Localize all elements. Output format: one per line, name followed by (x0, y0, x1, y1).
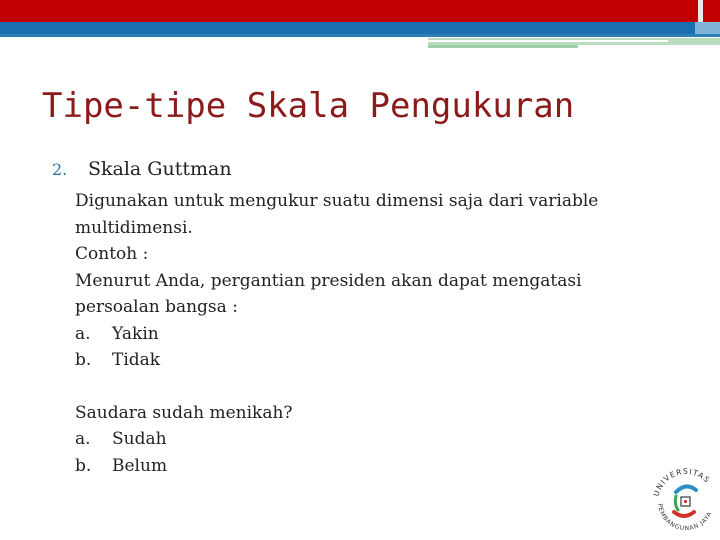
option-letter: a. (75, 323, 91, 344)
university-logo-icon (650, 462, 720, 540)
header-teal-line (0, 34, 720, 37)
accent-green-short-bar (428, 45, 578, 48)
slide-title: Tipe-tipe Skala Pengukuran (42, 86, 575, 126)
spacer (75, 374, 672, 400)
list-item-heading (52, 158, 672, 180)
slide-content (52, 158, 672, 479)
description-line: multidimensi. (75, 217, 193, 238)
logo-text-bottom: PEMBANGUNAN JAYA (655, 503, 714, 533)
option-letter: b. (75, 455, 92, 476)
list-item-title: Skala Guttman (88, 158, 232, 180)
option-item (75, 426, 672, 453)
option-item (75, 321, 672, 348)
accent-white-line (428, 40, 668, 42)
option-item (75, 453, 672, 480)
option-item (75, 347, 672, 374)
item-body (75, 188, 672, 479)
option-text: Tidak (112, 350, 161, 370)
header-blue-bar-light (695, 22, 720, 34)
example-label: Contoh : (75, 244, 149, 264)
option-letter: a. (75, 429, 91, 449)
option-letter: b. (75, 350, 92, 370)
svg-text:UNIVERSITAS (652, 467, 712, 497)
description-line: Digunakan untuk mengukur suatu dimensi saja dari variable (75, 191, 599, 211)
header-red-bar (0, 0, 700, 22)
list-item-number: 2. (52, 160, 68, 179)
question-line: Saudara sudah menikah? (75, 402, 293, 423)
question-line: persoalan bangsa : (75, 297, 238, 317)
option-text: Yakin (112, 323, 159, 344)
option-text: Belum (112, 455, 168, 476)
question-line: Menurut Anda, pergantian presiden akan dapat mengatasi (75, 270, 582, 291)
option-text: Sudah (112, 429, 167, 449)
header-blue-bar (0, 22, 720, 34)
header-red-bar-end (703, 0, 720, 22)
logo-text-top: UNIVERSITAS (651, 466, 713, 498)
